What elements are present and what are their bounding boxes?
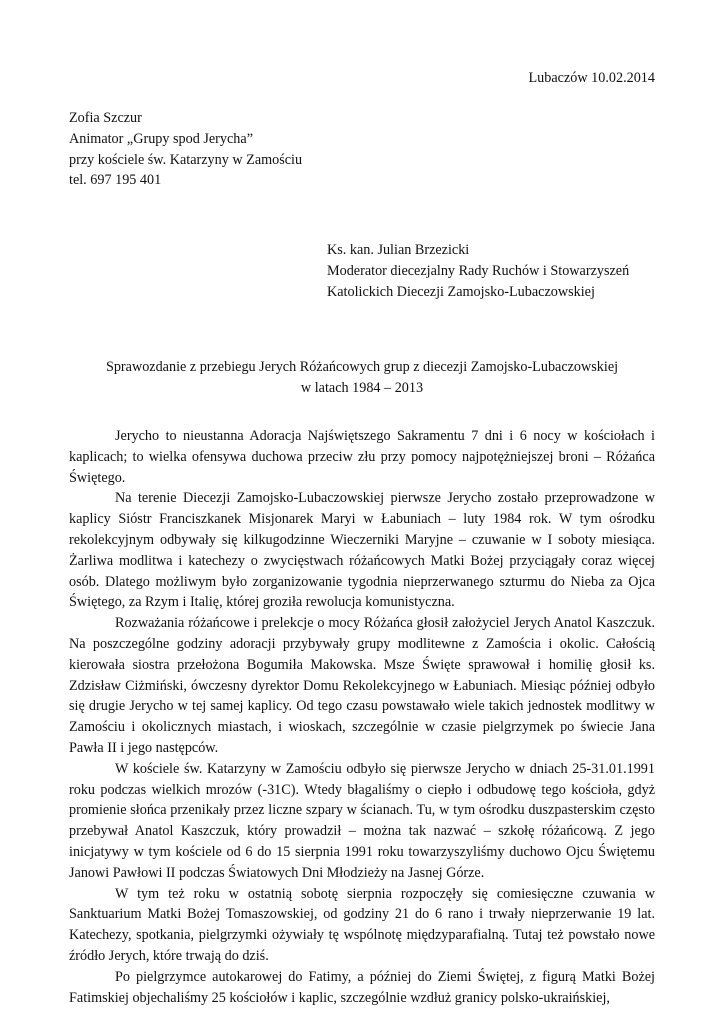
sender-phone: tel. 697 195 401 (69, 172, 162, 189)
sender-block (69, 108, 302, 191)
recipient-block (327, 240, 629, 302)
sender-parish: przy kościele św. Katarzyny w Zamościu (69, 151, 303, 168)
body-paragraph: Po pielgrzymce autokarowej do Fatimy, a później do Ziemi Świętej, z figurą Matki Bożej Fatimskiej objechaliśmy 25 kościołów i kaplic, szczególnie wzdłuż granicy polsko-ukraińskiej, (69, 968, 655, 1006)
date-line: Lubaczów 10.02.2014 (528, 70, 655, 86)
sender-role: Animator „Grupy spod Jerycha” (69, 130, 253, 147)
report-title (69, 357, 655, 398)
recipient-role: Moderator diecezjalny Rady Ruchów i Stowarzyszeń (327, 262, 630, 279)
body-paragraph: Jerycho to nieustanna Adoracja Najświętszego Sakramentu 7 dni i 6 nocy w kościołach i kaplicach; to wielka ofensywa duchowa przeciw złu przy pomocy najpotężniejszej broni – Różańca Świętego. (69, 428, 655, 486)
report-title-line-2: w latach 1984 – 2013 (300, 379, 424, 396)
body-paragraph: Na terenie Diecezji Zamojsko-Lubaczowskiej pierwsze Jerycho zostało przeprowadzone w kaplicy Sióstr Franciszkanek Misjonarek Maryi w Łabuniach – luty 1984 rok. W tym ośrodku rekolekcyjnym odbywały się kilkugodzinne Wieczerniki Maryjne – czuwanie w I soboty miesiąca. Żarliwa modlitwa i katechezy o zwycięstwach różańcowych Matki Bożej przyciągały coraz więcej osób. Dlatego możliwym było zorganizowanie tygodnia nieprzerwanego szturmu do Nieba za Ojca Świętego, za Rzym i Italię, której groziła rewolucja komunistyczna. (69, 490, 655, 611)
sender-name: Zofia Szczur (69, 110, 142, 126)
body-paragraph: W tym też roku w ostatnią sobotę sierpnia rozpoczęły się comiesięczne czuwania w Sanktuarium Matki Bożej Tomaszowskiej, od godziny 21 do 6 rano i trwały nieprzerwanie 19 lat. Katechezy, spotkania, pielgrzymki ożywiały tę wspólnotę międzyparafialną. Tutaj też powstało nowe źródło Jerych, które trwają do dziś. (69, 885, 655, 964)
report-body (69, 426, 655, 1008)
body-paragraph: W kościele św. Katarzyny w Zamościu odbyło się pierwsze Jerycho w dniach 25-31.01.1991 roku podczas wielkich mrozów (-31C). Wtedy błagaliśmy o ciepło i odbudowę tego kościoła, gdyż promienie słońca przenikały przez liczne szpary w ścianach. Tu, w tym ośrodku duszpasterskim często przebywał Anatol Kaszczuk, który prowadził – można tak nazwać – szkołę różańcową. Z jego inicjatywy w tym kościele od 6 do 15 sierpnia 1991 roku towarzyszyliśmy duchowo Ojcu Świętemu Janowi Pawłowi II podczas Światowych Dni Młodzieży na Jasnej Górze. (69, 760, 655, 881)
report-title-line-1: Sprawozdanie z przebiegu Jerych Różańcowych grup z diecezji Zamojsko-Lubaczowskiej (105, 359, 619, 375)
recipient-name: Ks. kan. Julian Brzezicki (327, 242, 470, 258)
recipient-organization: Katolickich Diecezji Zamojsko-Lubaczowskiej (327, 283, 595, 300)
body-paragraph: Rozważania różańcowe i prelekcje o mocy Różańca głosił założyciel Jerych Anatol Kaszczuk. Na poszczególne godziny adoracji przybywały grupy modlitewne z Zamościa i okolic. Całością kierowała siostra przełożona Bogumiła Makowska. Msze Święte sprawował i homilię głosił ks. Zdzisław Ciżmiński, ówczesny dyrektor Domu Rekolekcyjnego w Łabuniach. Miesiąc później odbyło się drugie Jerycho w tej samej kaplicy. Od tego czasu powstawało wiele takich jednostek modlitwy w Zamościu i okolicznych miastach, i wioskach, szczególnie w czasie pielgrzymek po świecie Jana Pawła II i jego następców. (69, 615, 655, 756)
